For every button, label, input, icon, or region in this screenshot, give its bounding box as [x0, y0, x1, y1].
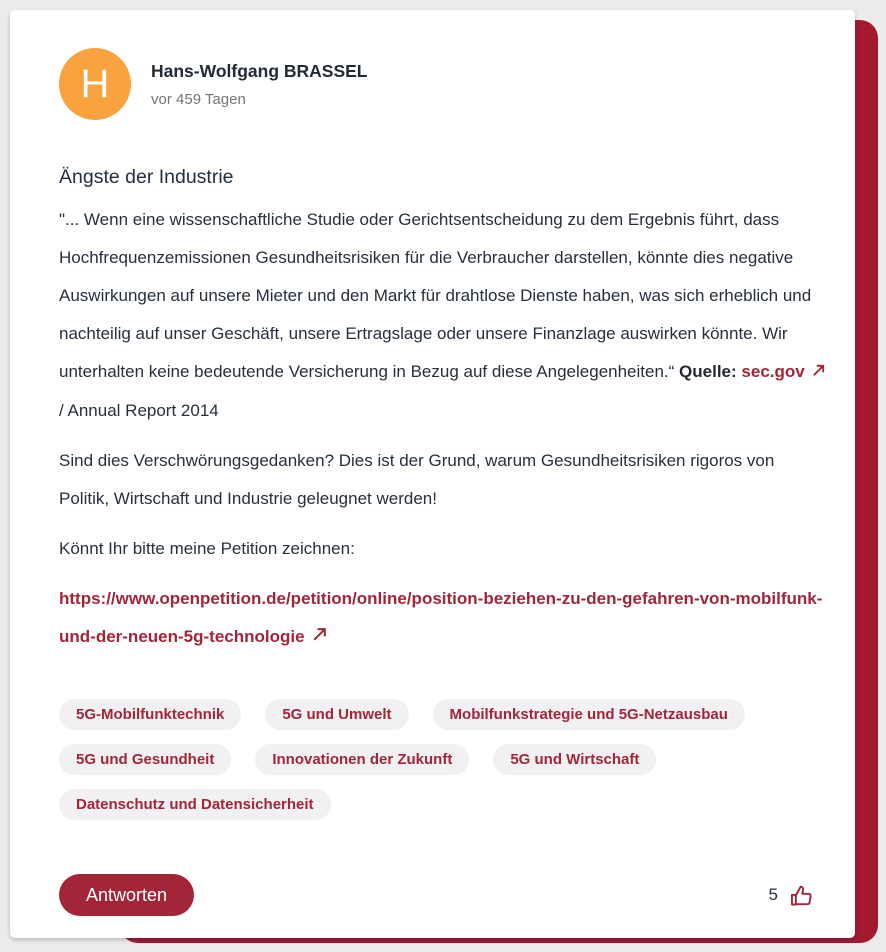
post-title: Ängste der Industrie [59, 166, 234, 188]
like-count: 5 [768, 885, 778, 904]
tag-chip[interactable]: 5G und Wirtschaft [493, 744, 656, 775]
source-label: Quelle: [679, 362, 737, 381]
comment-header [59, 48, 829, 120]
tag-chip[interactable]: Datenschutz und Datensicherheit [59, 789, 331, 820]
tag-chip[interactable]: 5G-Mobilfunktechnik [59, 699, 241, 730]
quote-text: "... Wenn eine wissenschaftliche Studie oder Gerichtsentscheidung zu dem Ergebnis führt, dass Hochfrequenzemissionen Gesundheitsrisiken für die Verbraucher darstellen, könnte dies negative Auswirkungen auf unsere Mieter und den Markt für drahtlose Dienste haben, was sich erheblich und nachteilig auf unser Geschäft, unsere Ertragslage oder unsere Finanzlage auswirken könnte. Wir unterhalten keine bedeutende Versicherung in Bezug auf diese Angelegenheiten.“ [59, 210, 812, 381]
external-link-icon [811, 354, 826, 392]
post-timestamp: vor 459 Tagen [151, 90, 246, 108]
source-link[interactable]: sec.gov [741, 362, 805, 381]
petition-link-row [59, 580, 829, 657]
external-link-icon [311, 619, 328, 657]
avatar-initial: H [80, 61, 110, 106]
author-name: Hans-Wolfgang BRASSEL [151, 60, 368, 81]
like-widget [769, 882, 815, 909]
tag-chip[interactable]: Innovationen der Zukunft [255, 744, 469, 775]
tag-list [59, 699, 759, 820]
comment-footer [59, 874, 829, 916]
quote-paragraph [59, 201, 829, 430]
paragraph-petition-cta: Könnt Ihr bitte meine Petition zeichnen: [59, 539, 355, 558]
avatar [59, 48, 131, 120]
tag-chip[interactable]: 5G und Umwelt [265, 699, 408, 730]
petition-link[interactable]: https://www.openpetition.de/petition/online/position-beziehen-zu-den-gefahren-von-mobilfunk-und-der-neuen-5g-technologie [59, 589, 823, 646]
tag-chip[interactable]: 5G und Gesundheit [59, 744, 231, 775]
thumbs-up-icon[interactable] [788, 882, 815, 909]
paragraph-conspiracy: Sind dies Verschwörungsgedanken? Dies ist der Grund, warum Gesundheitsrisiken rigoros von Politik, Wirtschaft und Industrie geleugnet werden! [59, 451, 775, 508]
source-suffix: / Annual Report 2014 [59, 401, 219, 420]
comment-card [10, 10, 855, 938]
author-meta [151, 61, 368, 108]
tag-chip[interactable]: Mobilfunkstrategie und 5G-Netzausbau [433, 699, 745, 730]
reply-button[interactable]: Antworten [59, 874, 194, 916]
